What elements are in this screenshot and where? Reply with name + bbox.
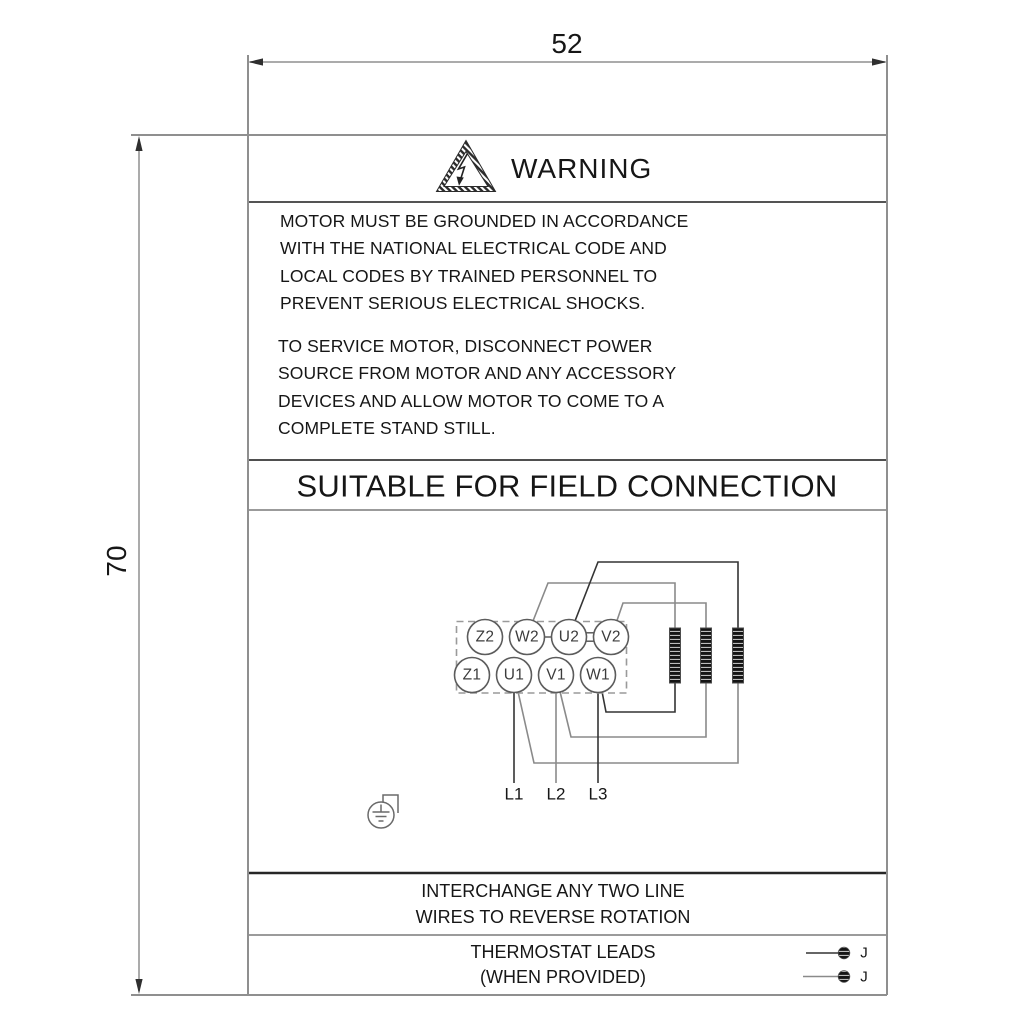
terminal-label-z2: Z2 (475, 628, 495, 646)
terminal-label-w1: W1 (586, 666, 610, 684)
line-label-l2: L2 (546, 784, 566, 804)
dimension-arrow-icon (872, 58, 887, 65)
width-dimension-label: 52 (551, 28, 583, 59)
line-label-l3: L3 (588, 784, 608, 804)
line-label-l1: L1 (504, 784, 524, 804)
warning-paragraph-1 (280, 208, 688, 318)
warning-text-line: LOCAL CODES BY TRAINED PERSONNEL TO (280, 265, 658, 286)
warning-text-line: TO SERVICE MOTOR, DISCONNECT POWER (278, 336, 653, 356)
dimension-arrow-icon (248, 58, 263, 65)
rotation-note-line: INTERCHANGE ANY TWO LINE (421, 881, 685, 901)
warning-title: WARNING (511, 153, 653, 184)
thermostat-lead-label-j2: J (860, 968, 868, 985)
terminal-label-u2: U2 (558, 628, 580, 646)
thermostat-note-line2: (WHEN PROVIDED) (480, 967, 646, 987)
warning-text-line: SOURCE FROM MOTOR AND ANY ACCESSORY (278, 363, 677, 384)
thermostat-lead-icon (803, 971, 850, 983)
protective-earth-icon (368, 795, 398, 828)
high-voltage-warning-icon (437, 141, 496, 192)
terminal-label-w2: W2 (515, 628, 539, 646)
warning-text-line: COMPLETE STAND STILL. (278, 418, 496, 439)
label-border (131, 55, 887, 995)
thermostat-lead-icon (806, 947, 850, 959)
warning-text-line: MOTOR MUST BE GROUNDED IN ACCORDANCE (280, 211, 689, 231)
thermostat-note-line1: THERMOSTAT LEADS (470, 942, 656, 962)
terminal-label-z1: Z1 (462, 666, 482, 684)
width-dimension (248, 58, 887, 65)
thermostat-lead-label-j1: J (860, 944, 868, 961)
warning-text-line: WITH THE NATIONAL ELECTRICAL CODE AND (280, 238, 667, 259)
warning-text-line: DEVICES AND ALLOW MOTOR TO COME TO A (278, 390, 665, 411)
dimension-arrow-icon (135, 136, 142, 151)
warning-text-line: PREVENT SERIOUS ELECTRICAL SHOCKS. (280, 293, 646, 314)
rotation-note (416, 878, 691, 930)
rotation-note-line: WIRES TO REVERSE ROTATION (415, 907, 691, 927)
warning-paragraph-2 (278, 333, 676, 443)
dimension-arrow-icon (135, 979, 142, 994)
terminal-label-v2: V2 (601, 628, 621, 646)
field-connection-banner: SUITABLE FOR FIELD CONNECTION (296, 468, 838, 504)
terminal-label-u1: U1 (503, 666, 525, 684)
winding-coil-icon (670, 628, 744, 683)
height-dimension (135, 136, 142, 994)
height-dimension-label: 70 (101, 545, 132, 577)
terminal-label-v1: V1 (546, 666, 566, 684)
